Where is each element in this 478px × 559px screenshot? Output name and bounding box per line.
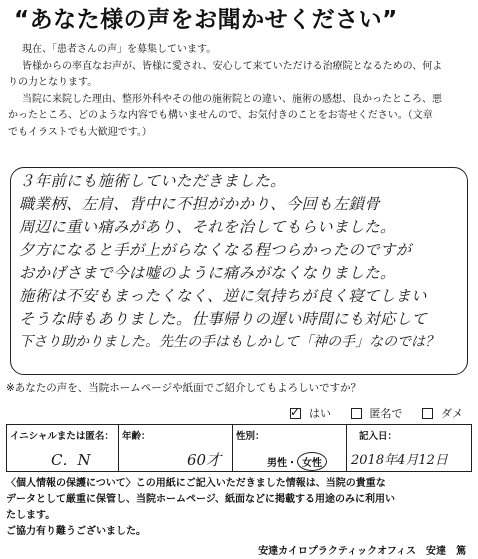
message-line: そうな時もありました。仕事帰りの遅い時間にも対応して	[19, 310, 428, 328]
intro-text	[8, 42, 474, 142]
message-line: 職業柄、左肩、背中に不担がかかり、今回も左鎖骨	[19, 195, 381, 213]
privacy-thanks: ご協力有り難うございました。	[6, 526, 146, 537]
age-label: 年齢：	[122, 431, 151, 442]
initial-cell	[7, 425, 119, 471]
initial-value[interactable]: C．N	[51, 451, 91, 469]
gender-label: 性別：	[236, 431, 265, 442]
gender-options	[267, 452, 327, 471]
intro-line: りの力となります。	[8, 77, 98, 89]
clinic-signature: 安達カイロプラクティックオフィス 安達 篤	[258, 546, 466, 557]
checkbox-icon[interactable]	[351, 408, 362, 419]
privacy-notice	[6, 476, 472, 540]
consent-option-no[interactable]	[422, 407, 471, 420]
respondent-info-table	[6, 424, 472, 472]
intro-line: 現在、「患者さんの声」を募集しています。	[22, 44, 217, 55]
option-label: はい	[309, 407, 331, 420]
date-label: 記入日：	[359, 431, 398, 442]
age-value[interactable]: 60才	[187, 451, 222, 469]
message-line: 施術は不安もまったくなく、逆に気持ちが良く寝てしまい	[19, 287, 427, 305]
intro-line: でもイラストでも大歓迎です。）	[8, 126, 152, 138]
consent-options	[290, 406, 478, 422]
message-line: 夕方になると手が上がらなくなる程つらかったのですが	[19, 241, 412, 259]
option-label: ダメ	[441, 407, 463, 420]
privacy-line: データとして厳重に保管し、当院ホームページ、紙面などに掲載する用途のみに利用い	[6, 494, 395, 505]
consent-option-yes[interactable]	[290, 407, 339, 420]
gender-separator: ・	[287, 458, 297, 469]
handwritten-message	[19, 170, 465, 354]
date-value[interactable]: 2018年4月12日	[351, 453, 448, 468]
intro-line: 皆様からの率直なお声が、皆様に愛され、安心して来ていただける治療院となるための、何よ	[22, 60, 443, 72]
checkbox-checked-icon[interactable]	[290, 408, 301, 419]
message-line: おかげさまで今は嘘のように痛みがなくなりました。	[19, 264, 396, 282]
message-line: ３年前にも施術していただきました。	[19, 172, 286, 190]
handwritten-message-box	[10, 167, 468, 375]
gender-cell	[233, 425, 347, 471]
consent-option-anonymous[interactable]	[351, 407, 411, 420]
initial-label: イニシャルまたは匿名：	[10, 431, 114, 442]
intro-line: かったところ、どのような内容でも構いませんので、お気付きのことをお寄せください。（文章	[8, 110, 433, 122]
gender-female[interactable]: 女性	[297, 452, 327, 471]
message-line: 下さり助かりました。先生の手はもしかして「神の手」なのでは？	[19, 334, 439, 350]
date-cell	[347, 425, 471, 471]
form-title: “あなた様の声をお聞かせください”	[14, 7, 398, 33]
privacy-line: 〈個人情報の保護について〉この用紙にご記入いただきました情報は、当院の貴重な	[6, 478, 386, 489]
consent-question: ※あなたの声を、当院ホームページや紙面でご紹介してもよろしいですか？	[6, 382, 362, 394]
checkbox-icon[interactable]	[422, 408, 433, 419]
option-label: 匿名で	[369, 407, 403, 420]
message-line: 周辺に重い痛みがあり、それを治してもらいました。	[19, 218, 396, 236]
age-cell	[119, 425, 233, 471]
gender-male[interactable]: 男性	[267, 458, 287, 469]
privacy-line: たします。	[6, 510, 56, 521]
intro-line: 当院に来院した理由、整形外科やその他の施術院との違い、施術の感想、良かったところ、悪	[22, 93, 442, 105]
